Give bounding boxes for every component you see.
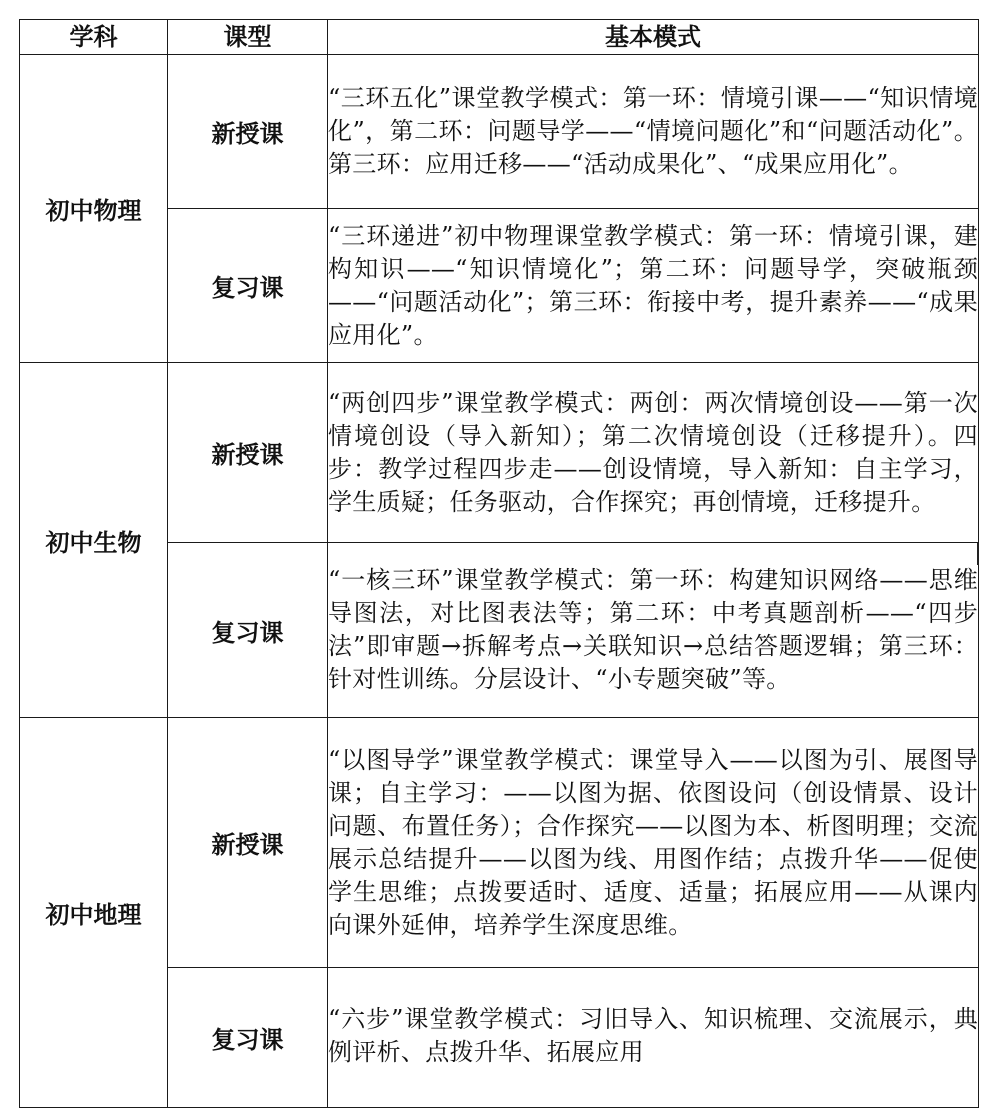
lesson-type: 复习课	[168, 209, 328, 363]
lesson-type: 新授课	[168, 718, 328, 968]
lesson-type: 复习课	[168, 543, 328, 718]
table-row	[20, 55, 979, 209]
header-mode: 基本模式	[328, 20, 979, 55]
mode-description: “三环递进”初中物理课堂教学模式：第一环：情境引课，建构知识——“知识情境化”；第二环：问题导学，突破瓶颈——“问题活动化”；第三环：衔接中考，提升素养——“成果应用化”。	[328, 209, 979, 363]
subject-biology: 初中生物	[20, 363, 168, 718]
mode-description: “以图导学”课堂教学模式：课堂导入——以图为引、展图导课；自主学习：——以图为据、依图设问（创设情景、设计问题、布置任务）；合作探究——以图为本、析图明理；交流展示总结提升——以图为线、用图作结；点拨升华——促使学生思维；点拨要适时、适度、适量；拓展应用——从课内向课外延伸，培养学生深度思维。	[328, 718, 979, 968]
mode-description: “两创四步”课堂教学模式：两创：两次情境创设——第一次情境创设（导入新知）；第二次情境创设（迁移提升）。四步：教学过程四步走——创设情境，导入新知：自主学习，学生质疑；任务驱动，合作探究；再创情境，迁移提升。	[328, 363, 979, 543]
subject-physics: 初中物理	[20, 55, 168, 363]
mode-description: “三环五化”课堂教学模式：第一环：情境引课——“知识情境化”，第二环：问题导学——“情境问题化”和“问题活动化”。第三环：应用迁移——“活动成果化”、“成果应用化”。	[328, 55, 979, 209]
teaching-mode-table	[19, 19, 979, 1108]
table-row	[20, 363, 979, 543]
header-type: 课型	[168, 20, 328, 55]
mode-description: “六步”课堂教学模式：习旧导入、知识梳理、交流展示，典例评析、点拨升华、拓展应用	[328, 968, 979, 1108]
header-subject: 学科	[20, 20, 168, 55]
table-row	[20, 718, 979, 968]
mode-description: “一核三环”课堂教学模式：第一环：构建知识网络——思维导图法，对比图表法等；第二环：中考真题剖析——“四步法”即审题→拆解考点→关联知识→总结答题逻辑；第三环：针对性训练。分层设计、“小专题突破”等。	[328, 543, 979, 718]
lesson-type: 复习课	[168, 968, 328, 1108]
lesson-type: 新授课	[168, 55, 328, 209]
text-cursor-mark	[977, 543, 979, 565]
lesson-type: 新授课	[168, 363, 328, 543]
subject-geography: 初中地理	[20, 718, 168, 1108]
header-row	[20, 20, 979, 55]
